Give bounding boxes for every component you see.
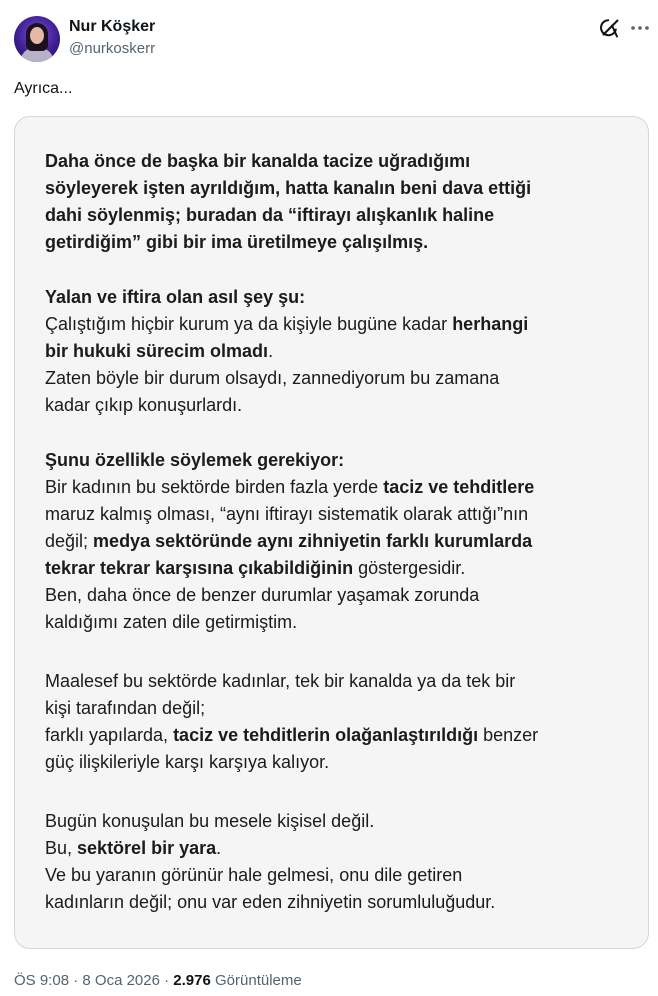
statement-line: Çalıştığım hiçbir kurum ya da kişiyle bugüne kadar herhangi (45, 314, 529, 334)
tweet-meta (14, 971, 302, 991)
statement-line: Ve bu yaranın görünür hale gelmesi, onu dile getiren (45, 865, 463, 885)
statement-heading: Şunu özellikle söylemek gerekiyor: (45, 450, 345, 470)
statement-paragraph-2 (45, 284, 635, 419)
tweet-time[interactable]: ÖS 9:08 (14, 972, 70, 989)
statement-line: maruz kalmış olması, “aynı iftirayı sistematik olarak attığı”nın (45, 504, 529, 524)
views-count[interactable]: 2.976 (173, 972, 211, 989)
statement-line: kaldığımı zaten dile getirmiştim. (45, 612, 298, 632)
views-label[interactable]: Görüntüleme (215, 972, 302, 989)
statement-line: dahi söylenmiş; buradan da “iftirayı alışkanlık haline (45, 205, 495, 225)
statement-line: değil; medya sektöründe aynı zihniyetin farklı kurumlarda (45, 531, 533, 551)
meta-separator: · (73, 972, 79, 989)
statement-line: Bugün konuşulan bu mesele kişisel değil. (45, 811, 375, 831)
statement-line: Bir kadının bu sektörde birden fazla yerde taciz ve tehditlere (45, 477, 535, 497)
avatar-face (30, 27, 44, 44)
statement-line: getirdiğim” gibi bir ima üretilmeye çalışılmış. (45, 232, 429, 252)
author-handle[interactable]: @nurkoskerr (69, 40, 156, 57)
statement-line: söyleyerek işten ayrıldığım, hatta kanalın beni dava ettiği (45, 178, 532, 198)
statement-paragraph-5 (45, 808, 635, 916)
tweet-image[interactable] (14, 116, 649, 949)
statement-line: bir hukuki sürecim olmadı. (45, 341, 274, 361)
statement-line: Zaten böyle bir durum olsaydı, zannediyorum bu zamana (45, 368, 500, 388)
tweet-date[interactable]: 8 Oca 2026 (82, 972, 160, 989)
statement-heading: Yalan ve iftira olan asıl şey şu: (45, 287, 306, 307)
statement-line: kadınların değil; onu var eden zihniyetin sorumluluğudur. (45, 892, 496, 912)
grok-button[interactable] (598, 16, 622, 40)
avatar[interactable] (14, 16, 60, 62)
image-statement-text (45, 148, 635, 916)
statement-line: tekrar tekrar karşısına çıkabildiğinin göstergesidir. (45, 558, 466, 578)
statement-line: Bu, sektörel bir yara. (45, 838, 222, 858)
more-icon (628, 16, 652, 40)
more-button[interactable] (628, 16, 652, 40)
grok-icon (598, 16, 622, 40)
meta-separator: · (164, 972, 170, 989)
statement-line: Daha önce de başka bir kanalda tacize uğradığımı (45, 151, 471, 171)
statement-paragraph-1 (45, 148, 635, 256)
statement-line: kadar çıkıp konuşurlardı. (45, 395, 243, 415)
tweet-header (14, 14, 648, 60)
statement-paragraph-3 (45, 447, 635, 636)
statement-line: güç ilişkileriyle karşı karşıya kalıyor. (45, 752, 330, 772)
tweet-text: Ayrıca... (14, 80, 73, 97)
statement-paragraph-4 (45, 668, 635, 776)
author-name[interactable]: Nur Köşker (69, 18, 156, 35)
statement-line: Ben, daha önce de benzer durumlar yaşamak zorunda (45, 585, 480, 605)
statement-line: farklı yapılarda, taciz ve tehditlerin olağanlaştırıldığı benzer (45, 725, 539, 745)
statement-line: kişi tarafından değil; (45, 698, 206, 718)
statement-line: Maalesef bu sektörde kadınlar, tek bir kanalda ya da tek bir (45, 671, 516, 691)
